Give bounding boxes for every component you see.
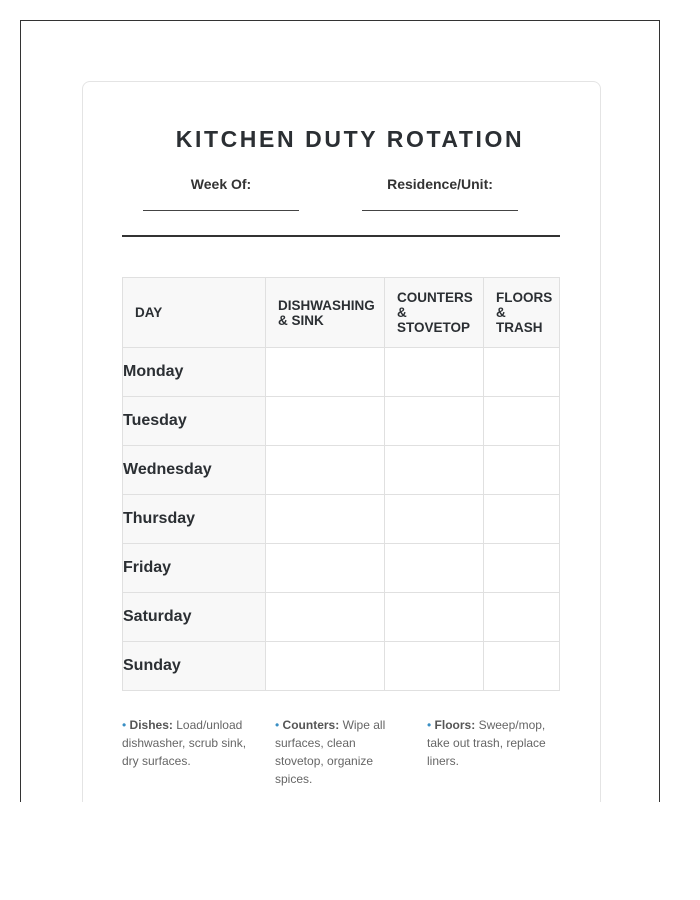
note-text: Sweep/mop, take out trash, replace liners. <box>427 718 546 768</box>
table-row <box>123 397 560 446</box>
day-cell: Sunday <box>123 642 266 691</box>
note-counters <box>275 716 400 788</box>
dishwashing-cell[interactable] <box>266 544 385 593</box>
floors-cell[interactable] <box>484 397 560 446</box>
dishwashing-cell[interactable] <box>266 397 385 446</box>
counters-cell[interactable] <box>385 642 484 691</box>
dishwashing-cell[interactable] <box>266 593 385 642</box>
floors-cell[interactable] <box>484 348 560 397</box>
floors-cell[interactable] <box>484 544 560 593</box>
week-of-field[interactable] <box>143 210 299 211</box>
counters-cell[interactable] <box>385 544 484 593</box>
dishwashing-cell[interactable] <box>266 495 385 544</box>
header-day: DAY <box>123 278 266 348</box>
day-cell: Tuesday <box>123 397 266 446</box>
bullet-icon: • <box>122 718 127 732</box>
counters-cell[interactable] <box>385 397 484 446</box>
counters-cell[interactable] <box>385 446 484 495</box>
counters-cell[interactable] <box>385 593 484 642</box>
dishwashing-cell[interactable] <box>266 446 385 495</box>
table-row <box>123 593 560 642</box>
table-row <box>123 495 560 544</box>
header-counters: COUNTERS & STOVETOP <box>385 278 484 348</box>
day-cell: Friday <box>123 544 266 593</box>
table-header-row <box>123 278 560 348</box>
dishwashing-cell[interactable] <box>266 642 385 691</box>
note-floors <box>427 716 557 770</box>
note-term: Counters: <box>282 718 340 732</box>
note-term: Dishes: <box>129 718 173 732</box>
note-term: Floors: <box>434 718 476 732</box>
counters-cell[interactable] <box>385 495 484 544</box>
day-cell: Saturday <box>123 593 266 642</box>
day-cell: Thursday <box>123 495 266 544</box>
floors-cell[interactable] <box>484 642 560 691</box>
document-title: KITCHEN DUTY ROTATION <box>175 126 525 152</box>
floors-cell[interactable] <box>484 446 560 495</box>
bullet-icon: • <box>275 718 280 732</box>
table-row <box>123 642 560 691</box>
floors-cell[interactable] <box>484 495 560 544</box>
note-text: Load/unload dishwasher, scrub sink, dry surfaces. <box>122 718 247 768</box>
table-row <box>123 544 560 593</box>
residence-unit-label: Residence/Unit: <box>387 176 493 192</box>
dishwashing-cell[interactable] <box>266 348 385 397</box>
note-text: Wipe all surfaces, clean stovetop, organize spices. <box>275 718 386 786</box>
counters-cell[interactable] <box>385 348 484 397</box>
table-row <box>123 446 560 495</box>
duty-table <box>122 277 560 691</box>
note-dishes <box>122 716 257 770</box>
header-floors: FLOORS & TRASH <box>484 278 560 348</box>
residence-unit-field[interactable] <box>362 210 518 211</box>
table-row <box>123 348 560 397</box>
floors-cell[interactable] <box>484 593 560 642</box>
header-divider <box>122 235 560 237</box>
day-cell: Monday <box>123 348 266 397</box>
bullet-icon: • <box>427 718 432 732</box>
week-of-label: Week Of: <box>190 176 252 192</box>
day-cell: Wednesday <box>123 446 266 495</box>
header-dishwashing: DISHWASHING & SINK <box>266 278 385 348</box>
